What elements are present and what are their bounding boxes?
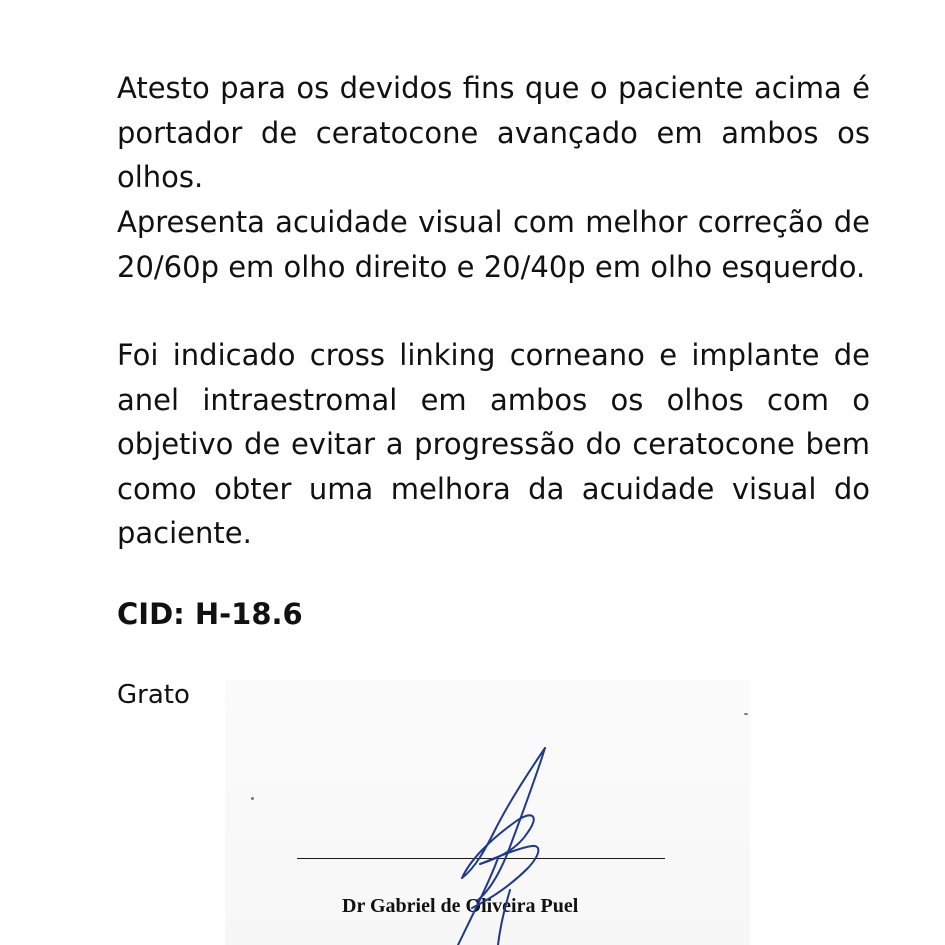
scan-speck [251, 797, 254, 800]
cid-code: CID: H-18.6 [117, 597, 303, 631]
handwritten-signature [400, 740, 600, 945]
paragraph-diagnosis: Atesto para os devidos fins que o paciente acima é portador de ceratocone avançado em ambos os olhos. [117, 71, 870, 195]
closing-text: Grato [117, 680, 190, 710]
paragraph-treatment: Foi indicado cross linking corneano e implante de anel intraestromal em ambos os olhos com o objetivo de evitar a progressão do ceratocone bem como obter uma melhora da acuidade visual do paciente. [117, 338, 870, 551]
scan-speck [744, 713, 748, 715]
paragraph-visual-acuity: Apresenta acuidade visual com melhor correção de 20/60p em olho direito e 20/40p em olho esquerdo. [117, 205, 870, 284]
signatory-name: Dr Gabriel de Oliveira Puel [342, 895, 579, 917]
